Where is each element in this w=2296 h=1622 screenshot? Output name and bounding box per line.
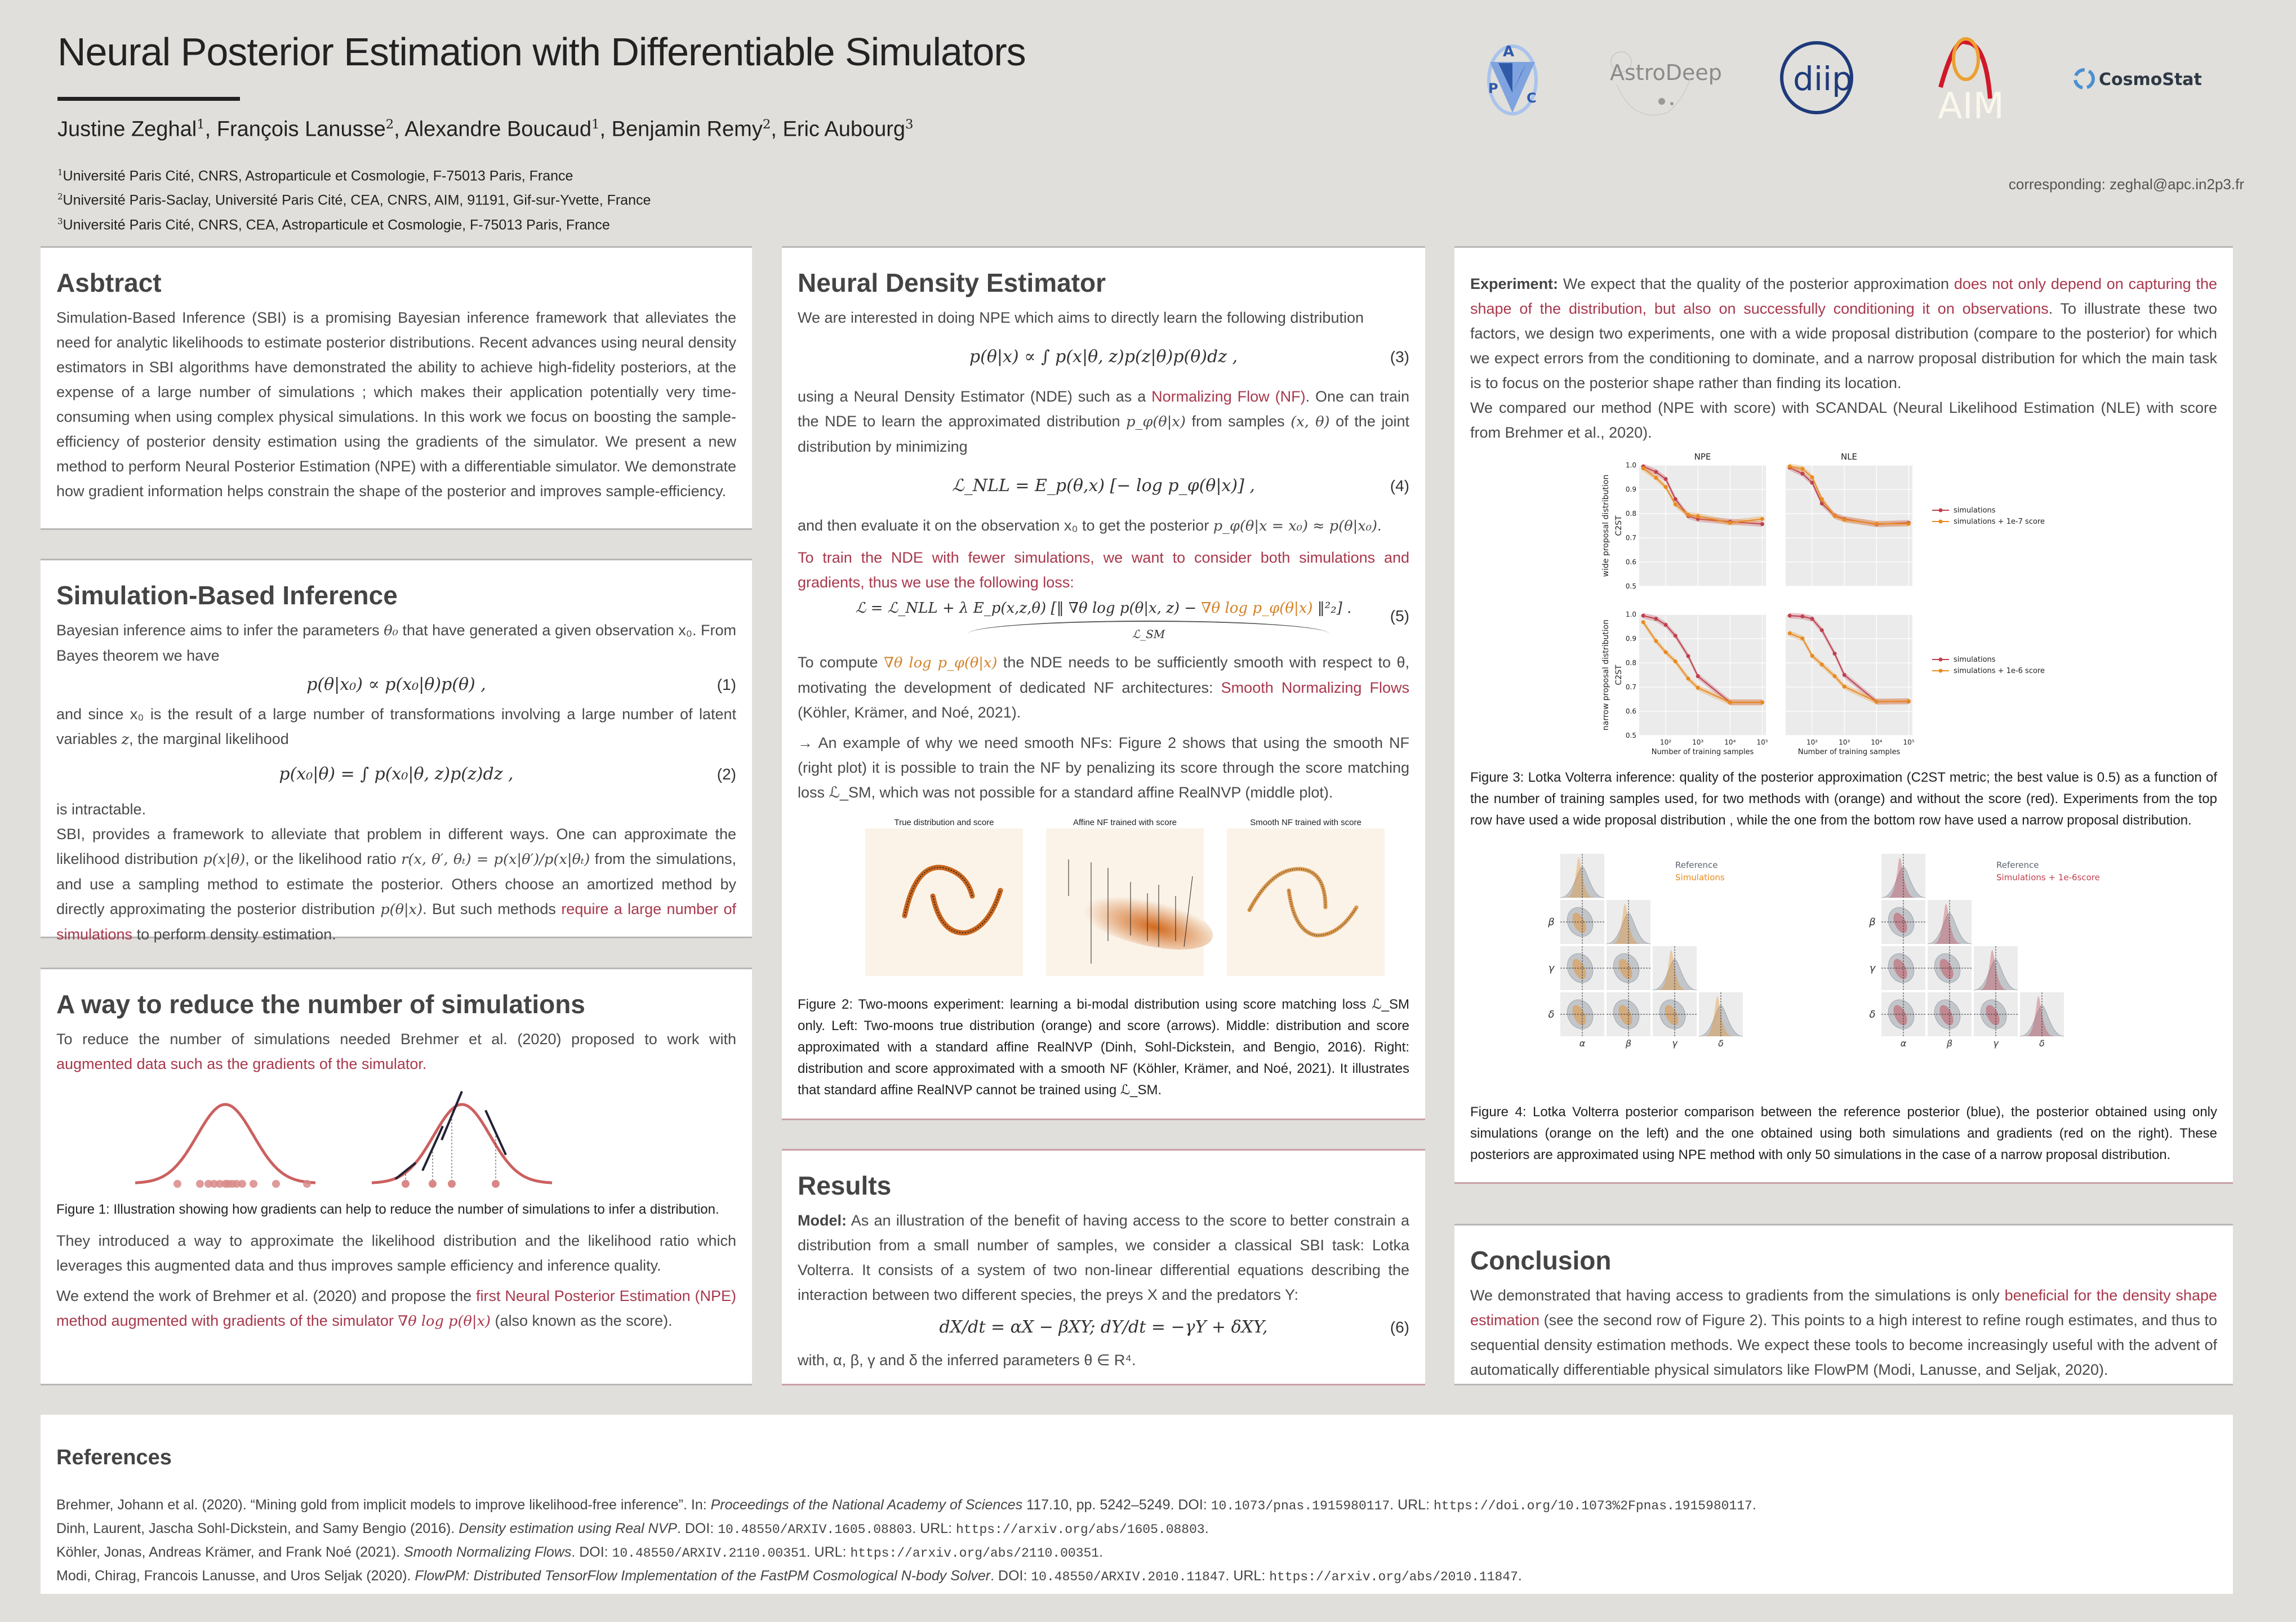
- reference-text: .: [1204, 1521, 1209, 1536]
- data-point: [1641, 466, 1645, 470]
- data-point: [1760, 522, 1764, 526]
- data-point: [1728, 701, 1732, 705]
- equation-5: ℒ = ℒ_NLL + λ E_p(x,z,θ) [‖ ∇θ log p(θ|x, z) − ∇θ log p_φ(θ|x) ‖²₂] . ℒ_SM (5): [798, 599, 1409, 643]
- data-point: [1654, 639, 1658, 643]
- data-point: [1810, 654, 1814, 658]
- data-point: [1800, 636, 1804, 640]
- y-tick-label: 0.6: [1625, 558, 1636, 566]
- parameter-label: α: [1900, 1038, 1907, 1049]
- corner-cell: [1560, 854, 1604, 898]
- svg-text:AIM: AIM: [1938, 86, 2004, 127]
- author-list: Justine Zeghal$^1$, François Lanusse$^2$, Alexandre Boucaud$^1$, Benjamin Remy$^2$, Eric Aubourg$^3$: [57, 117, 914, 141]
- sample-dot: [250, 1180, 257, 1188]
- sbi-latent-text: and since x₀ is the result of a large number of transformations involving a large number of latent variables z, the marginal likelihood: [56, 706, 736, 748]
- y-tick-label: 0.7: [1625, 534, 1636, 542]
- corner-cell: [1607, 946, 1650, 990]
- nde-intro: We are interested in doing NPE which aims to directly learn the following distribution: [798, 309, 1364, 326]
- legend-label: Simulations: [1675, 872, 1725, 883]
- corner-cell: [1607, 992, 1650, 1036]
- reference-doi: 10.48550/ARXIV.2110.00351: [612, 1546, 807, 1561]
- data-point: [1788, 465, 1792, 469]
- figure-2: [798, 817, 1409, 986]
- parameter-label: β: [1946, 1038, 1953, 1049]
- legend-marker: [1939, 669, 1943, 673]
- affiliation-line: [57, 186, 651, 211]
- svg-text:A: A: [1503, 43, 1515, 60]
- data-point: [1654, 617, 1658, 621]
- reference-text: .: [1518, 1568, 1522, 1584]
- corner-cell: [1699, 992, 1743, 1036]
- fig3-panel: [1786, 613, 1915, 756]
- legend-marker: [1939, 520, 1943, 524]
- nde-fewer-sims-text: To train the NDE with fewer simulations, we want to consider both simulations and gradients, thus we use the following loss:: [798, 549, 1409, 591]
- conclusion-heading: Conclusion: [1470, 1246, 1612, 1275]
- data-point: [1674, 502, 1677, 506]
- data-point: [1760, 701, 1764, 705]
- reference-doi: 10.48550/ARXIV.2010.11847: [1031, 1570, 1226, 1584]
- reference-text: . URL:: [1390, 1497, 1434, 1513]
- y-tick-label: 0.5: [1625, 582, 1636, 590]
- sbi-intractable: is intractable.: [56, 801, 146, 818]
- sample-dot: [272, 1180, 280, 1188]
- x-axis-label: Number of training samples: [1651, 748, 1754, 756]
- affiliations: [57, 162, 651, 235]
- plot-background: [1639, 614, 1766, 736]
- reference-text: . URL:: [912, 1521, 956, 1536]
- parameter-label: γ: [1672, 1038, 1677, 1049]
- author-name: Justine Zeghal: [57, 117, 197, 141]
- parameter-label: δ: [1548, 1009, 1555, 1021]
- apc-logo: [1481, 39, 1543, 118]
- data-point: [1696, 674, 1700, 678]
- author-name: Eric Aubourg: [782, 117, 906, 141]
- equation-4: ℒ_NLL = E_p(θ,x) [− log p_φ(θ|x)] , (4): [952, 476, 1409, 496]
- fig3-column-title: NLE: [1840, 452, 1858, 462]
- corner-cell: [1974, 946, 2018, 990]
- data-point: [1843, 685, 1846, 689]
- y-tick-label: 0.6: [1625, 707, 1636, 715]
- author-affiliation-mark: 1: [197, 117, 205, 132]
- reference-text: FlowPM: Distributed TensorFlow Implementation of the FastPM Cosmological N-body Solver: [415, 1568, 991, 1584]
- gradient-tangent: [395, 1163, 416, 1179]
- author-name: François Lanusse: [216, 117, 386, 141]
- equation-3: p(θ|x) ∝ ∫ p(x|θ, z)p(z|θ)p(θ)dz , (3): [969, 347, 1409, 367]
- equation-5-underbrace: ℒ_SM: [968, 621, 1329, 647]
- data-point: [1664, 485, 1668, 489]
- references-heading: References: [56, 1446, 172, 1469]
- reference-text: Modi, Chirag, Francois Lanusse, and Uros Seljak (2020).: [56, 1568, 415, 1584]
- parameter-label: δ: [2039, 1038, 2045, 1049]
- nde-compute-text: To compute ∇θ log p_φ(θ|x) the NDE needs to be sufficiently smooth with respect to θ, motivating the development of dedicated NF architectures: Smooth Normalizing Flows (Köhler, Krämer, and Noé, 2021).: [798, 654, 1409, 721]
- sample-dot: [402, 1180, 410, 1188]
- gaussian-curve-right: [372, 1104, 552, 1183]
- reference-text: . URL:: [806, 1544, 851, 1560]
- y-tick-label: 0.9: [1625, 485, 1636, 493]
- reference-text: . URL:: [1225, 1568, 1270, 1584]
- corner-cell: [1881, 992, 1925, 1036]
- reference-text: Dinh, Laurent, Jascha Sohl-Dickstein, and Samy Bengio (2016).: [56, 1521, 459, 1536]
- data-point: [1833, 674, 1837, 678]
- corner-cell: [1881, 946, 1925, 990]
- affiliation-number: 1: [57, 167, 63, 177]
- data-point: [1696, 514, 1700, 518]
- reference-text: 117.10, pp. 5242–5249. DOI:: [1022, 1497, 1211, 1513]
- fig3-y-axis-label: C2ST: [1614, 515, 1623, 536]
- results-panel: [782, 1149, 1425, 1385]
- parameter-label: γ: [1869, 962, 1876, 974]
- x-axis-label: Number of training samples: [1797, 748, 1901, 756]
- affiliation-line: [57, 211, 651, 235]
- affiliation-number: 2: [57, 191, 63, 202]
- reference-item: [56, 1565, 2217, 1588]
- legend-label: simulations: [1954, 656, 1996, 664]
- aim-logo: [1924, 37, 2008, 127]
- legend-label: Reference: [1675, 860, 1718, 870]
- reference-item: [56, 1494, 2217, 1517]
- data-point: [1788, 631, 1792, 635]
- corner-cell: [1560, 946, 1604, 990]
- reference-text: . DOI:: [990, 1568, 1031, 1584]
- fig3-row-title: narrow proposal distribution: [1601, 619, 1610, 731]
- corner-cell: [1974, 992, 2018, 1036]
- sbi-methods-text: SBI, provides a framework to alleviate that problem in different ways. One can approximate the likelihood distribution p(x|θ), or the likelihood ratio r(x, θ′, θₜ) = p(x|θ′)/p(x|θₜ) from the simulations, and use a sampling method to estimate the posterior. Others choose an amortized method by directly approximating the posterior distribution p(θ|x). But such methods require a large number of simulations to perform density estimation.: [56, 826, 737, 943]
- reference-text: Density estimation using Real NVP: [459, 1521, 677, 1536]
- corner-cell: [1881, 900, 1925, 944]
- references-panel: [41, 1415, 2233, 1594]
- fig3-column-title: NPE: [1694, 452, 1711, 462]
- reference-url-link[interactable]: https://arxiv.org/abs/2110.00351: [850, 1546, 1100, 1561]
- reference-item: [56, 1541, 2217, 1565]
- nde-panel: [782, 246, 1425, 1120]
- fig3-panel: [1626, 611, 1768, 756]
- data-point: [1641, 614, 1645, 618]
- fig2-title-smooth: Smooth NF trained with score: [1250, 818, 1361, 827]
- reference-text: .: [1099, 1544, 1103, 1560]
- data-point: [1664, 650, 1668, 654]
- data-point: [1843, 673, 1846, 677]
- data-point: [1843, 518, 1846, 522]
- sbi-panel: [41, 559, 752, 943]
- data-point: [1664, 623, 1668, 627]
- x-tick-label: 10⁵: [1756, 738, 1768, 746]
- x-tick-label: 10²: [1806, 738, 1818, 746]
- data-point: [1907, 522, 1911, 526]
- svg-text:C: C: [1527, 90, 1537, 106]
- figure-2-caption: Figure 2: Two-moons experiment: learning a bi-modal distribution using score matching loss ℒ_SM only. Left: Two-moons true distribution (orange) and score (arrows). Middle: distribution and score approximated with a standard affine RealNVP (Dinh, Sohl-Dickstein, and Bengio, 2016). Right: distribution and score approximated with a smooth NF (Köhler, Krämer, and Noé, 2021). It illustrates that standard affine RealNVP cannot be trained using ℒ_SM.: [798, 997, 1409, 1098]
- corner-cell: [1928, 900, 1972, 944]
- sbi-intro: Bayesian inference aims to infer the parameters θ₀ that have generated a given observation x₀. From Bayes theorem we have: [56, 622, 736, 664]
- parameter-label: δ: [1718, 1038, 1724, 1049]
- x-tick-label: 10³: [1692, 738, 1704, 746]
- reference-text: Smooth Normalizing Flows: [404, 1544, 572, 1560]
- svg-text:AstroDeep: AstroDeep: [1610, 60, 1722, 85]
- data-point: [1674, 634, 1677, 638]
- reference-text: . DOI:: [571, 1544, 612, 1560]
- y-tick-label: 0.7: [1625, 683, 1636, 691]
- nde-heading: Neural Density Estimator: [798, 268, 1106, 297]
- reference-url-link[interactable]: https://doi.org/10.1073%2Fpnas.1915980117: [1433, 1499, 1752, 1513]
- experiment-text: Experiment: We expect that the quality of the posterior approximation does not only depend on capturing the shape of the distribution, but also on successfully conditioning it on observations. To illustrate these two factors, we design two experiments, one with a wide proposal distribution (compare to the posterior) for which we expect errors from the conditioning to dominate, and a narrow proposal distribution for which the main task is to focus on the posterior shape rather than finding its location.: [1470, 275, 2218, 391]
- data-point: [1800, 614, 1804, 618]
- reference-text: . DOI:: [677, 1521, 718, 1536]
- fig3-panel: [1626, 461, 1766, 590]
- legend-label: Reference: [1996, 860, 2039, 870]
- reference-text: Proceedings of the National Academy of Sciences: [710, 1497, 1023, 1513]
- results-heading: Results: [798, 1171, 892, 1200]
- legend-label: simulations: [1954, 506, 1996, 515]
- x-tick-label: 10⁵: [1903, 738, 1915, 746]
- fig2-panel-affine: [1046, 817, 1204, 983]
- figure-4-caption: Figure 4: Lotka Volterra posterior comparison between the reference posterior (blue), the posterior obtained using only simulations (orange on the left) and the one obtained using both simulations and gradients (red on the right). These posteriors are approximated using NPE method with only 50 simulations in the case of a narrow proposal distribution.: [1470, 1104, 2217, 1162]
- affiliation-number: 3: [57, 216, 63, 226]
- svg-text:CosmoStat: CosmoStat: [2099, 70, 2202, 90]
- parameter-label: γ: [1548, 962, 1555, 974]
- corner-cell: [1653, 946, 1697, 990]
- author-affiliation-mark: 2: [385, 117, 394, 132]
- fig2-plot-smooth: [1227, 828, 1385, 976]
- conclusion-panel: [1454, 1224, 2233, 1385]
- results-model-text: Model: As an illustration of the benefit of having access to the score to better constrain a distribution from a small number of samples, we consider a classical SBI task: Lotka Volterra. It consists of a system of two non-linear differential equations describing the interaction between two different species, the preys X and the predators Y:: [798, 1212, 1409, 1303]
- figure-3-caption: Figure 3: Lotka Volterra inference: quality of the posterior approximation (C2ST metric; the best value is 0.5) as a function of the number of training samples used, for two methods with (orange) and without the score (red). Experiments from the top row have used a wide proposal distribution , while the one from the bottom row have used a narrow proposal distribution.: [1470, 770, 2217, 828]
- reference-url-link[interactable]: https://arxiv.org/abs/2010.11847: [1269, 1570, 1518, 1584]
- corner-cell: [1881, 854, 1925, 898]
- corner-cell: [1928, 992, 1972, 1036]
- figure-1-illustration: [56, 1082, 735, 1195]
- reduce-intro: To reduce the number of simulations needed Brehmer et al. (2020) proposed to work with augmented data such as the gradients of the simulator.: [56, 1031, 736, 1072]
- data-point: [1875, 522, 1879, 526]
- data-point: [1641, 620, 1645, 624]
- reduce-extend-text: We extend the work of Brehmer et al. (2020) and propose the first Neural Posterior Estimation (NPE) method augmented with gradients of the simulator ∇θ log p(θ|x) (also known as the score).: [56, 1287, 737, 1330]
- equation-2: p(x₀|θ) = ∫ p(x₀|θ, z)p(z)dz , (2): [279, 764, 736, 784]
- corner-cell: [2020, 992, 2064, 1036]
- x-tick-label: 10⁴: [1724, 738, 1736, 746]
- corresponding-email[interactable]: corresponding: zeghal@apc.in2p3.fr: [2008, 176, 2244, 193]
- figure-1-caption: Figure 1: Illustration showing how gradients can help to reduce the number of simulations to infer a distribution.: [56, 1202, 719, 1217]
- data-point: [1820, 628, 1824, 632]
- y-tick-label: 0.9: [1625, 635, 1636, 643]
- legend-marker: [1939, 509, 1943, 513]
- fig2-panel-smooth: [1227, 817, 1385, 983]
- corner-cell: [1560, 900, 1604, 944]
- data-point: [1687, 676, 1690, 680]
- data-point: [1674, 660, 1677, 663]
- sample-dot: [173, 1180, 181, 1188]
- astrodeep-logo: [1605, 45, 1722, 118]
- affiliation-text: Université Paris Cité, CNRS, Astroparticule et Cosmologie, F-75013 Paris, France: [63, 168, 573, 184]
- figure-3-chart: [1470, 448, 2219, 764]
- figure-4-corner-plots: [1470, 848, 2219, 1090]
- conclusion-text: We demonstrated that having access to gradients from the simulations is only beneficial for the density shape estimation (see the second row of Figure 2). This points to a high interest to refine rough estimates, and thus to sequential density estimation methods. We expect these tools to become increasingly useful with the advent of automatically differentiable physical simulators like FlowPM (Modi, Lanusse, and Seljak, 2020).: [1470, 1287, 2217, 1378]
- data-point: [1728, 521, 1732, 525]
- fig3-y-axis-label: C2ST: [1614, 665, 1623, 685]
- fig3-panel: [1786, 464, 1912, 586]
- affiliation-line: [57, 162, 651, 186]
- fig2-plot-true: [865, 828, 1023, 976]
- cosmostat-logo: [2073, 68, 2219, 90]
- sbi-heading: Simulation-Based Inference: [56, 581, 398, 610]
- affiliation-text: Université Paris-Saclay, Université Paris Cité, CEA, CNRS, AIM, 91191, Gif-sur-Yvette, France: [63, 192, 651, 208]
- corner-cell: [1560, 992, 1604, 1036]
- sample-dot: [429, 1180, 437, 1188]
- data-point: [1654, 476, 1658, 480]
- data-point: [1800, 467, 1804, 471]
- author-name: Alexandre Boucaud: [404, 117, 591, 141]
- fig2-panel-true: [865, 817, 1023, 983]
- reference-list: [56, 1494, 2217, 1588]
- abstract-panel: [41, 246, 752, 530]
- nde-nf-text: using a Neural Density Estimator (NDE) such as a Normalizing Flow (NF). One can train the NDE to learn the approximated distribution p_φ(θ|x) from samples (x, θ) of the joint distribution by minimizing: [798, 388, 1409, 455]
- diip-logo: [1777, 38, 1856, 117]
- author-affiliation-mark: 1: [591, 117, 600, 132]
- reference-text: Brehmer, Johann et al. (2020). “Mining gold from implicit models to improve likelihood-free inference”. In:: [56, 1497, 711, 1513]
- author-affiliation-mark: 2: [762, 117, 771, 132]
- reduce-panel: [41, 968, 752, 1385]
- author-name: Benjamin Remy: [611, 117, 763, 141]
- corner-cell: [1653, 992, 1697, 1036]
- experiment-panel: [1454, 246, 2233, 1184]
- reduce-heading: A way to reduce the number of simulations: [56, 990, 585, 1019]
- reference-text: .: [1752, 1497, 1756, 1513]
- sample-dot: [238, 1180, 246, 1188]
- logo-bar: [1465, 34, 2253, 127]
- reference-item: [56, 1517, 2217, 1541]
- sample-dot: [448, 1180, 456, 1188]
- abstract-heading: Asbtract: [56, 268, 162, 297]
- reference-text: Köhler, Jonas, Andreas Krämer, and Frank Noé (2021).: [56, 1544, 404, 1560]
- fig2-title-true: True distribution and score: [894, 818, 994, 827]
- data-point: [1696, 686, 1700, 690]
- x-tick-label: 10⁴: [1871, 738, 1883, 746]
- data-point: [1788, 614, 1792, 618]
- legend-marker: [1939, 658, 1943, 662]
- corner-cell: [1928, 946, 1972, 990]
- gaussian-curve-left: [135, 1104, 315, 1183]
- data-point: [1810, 475, 1814, 479]
- legend-label: simulations + 1e-6 score: [1954, 667, 2045, 675]
- y-tick-label: 1.0: [1625, 611, 1636, 618]
- data-point: [1820, 497, 1824, 501]
- data-point: [1760, 517, 1764, 521]
- sample-dot: [196, 1180, 204, 1188]
- sample-dot: [303, 1180, 311, 1188]
- data-point: [1833, 652, 1837, 656]
- reference-doi: 10.48550/ARXIV.1605.08803: [718, 1522, 913, 1537]
- y-tick-label: 1.0: [1625, 461, 1636, 469]
- equation-1: p(θ|x₀) ∝ p(x₀|θ)p(θ) , (1): [306, 675, 736, 694]
- y-tick-label: 0.5: [1625, 732, 1636, 739]
- sample-dot: [492, 1180, 500, 1188]
- data-point: [1833, 514, 1837, 518]
- y-tick-label: 0.8: [1625, 510, 1636, 518]
- svg-text:P: P: [1488, 81, 1498, 96]
- x-tick-label: 10²: [1660, 738, 1672, 746]
- reference-doi: 10.1073/pnas.1915980117: [1211, 1499, 1390, 1513]
- parameter-label: β: [1869, 916, 1876, 928]
- equation-6: dX/dt = αX − βXY; dY/dt = −γY + δXY, (6): [939, 1317, 1409, 1337]
- legend-label: Simulations + 1e-6score: [1996, 872, 2100, 883]
- affiliation-text: Université Paris Cité, CNRS, CEA, Astroparticule et Cosmologie, F-75013 Paris, France: [63, 216, 610, 233]
- data-point: [1820, 663, 1824, 667]
- data-point: [1687, 513, 1690, 517]
- data-point: [1664, 477, 1668, 481]
- abstract-text: Simulation-Based Inference (SBI) is a promising Bayesian inference framework that alleviates the need for analytic likelihoods to estimate posterior distributions. Recent advances using neural density estimators in SBI algorithms have demonstrated the ability to achieve high-fidelity posteriors, at the expense of a large number of simulations ; which makes their application potentially very time-consuming when using complex physical simulations. In this work we focus on boosting the sample-efficiency of posterior density estimation using the gradients of the simulator. We present a new method to perform Neural Posterior Estimation (NPE) with a differentiable simulator. We demonstrate how gradient information helps constrain the shape of the posterior and improves sample-efficiency.: [56, 309, 736, 500]
- fig3-row-title: wide proposal distribution: [1601, 474, 1610, 577]
- parameter-label: δ: [1869, 1009, 1876, 1021]
- parameter-label: β: [1548, 916, 1555, 928]
- parameter-label: γ: [1993, 1038, 1999, 1049]
- parameter-label: β: [1625, 1038, 1632, 1049]
- legend-label: simulations + 1e-7 score: [1954, 518, 2045, 526]
- data-point: [1654, 470, 1658, 474]
- poster-title: Neural Posterior Estimation with Differentiable Simulators: [57, 30, 1026, 74]
- data-point: [1875, 699, 1879, 703]
- nde-evaluate-text: and then evaluate it on the observation x₀ to get the posterior p_φ(θ|x = x₀) ≈ p(θ|x₀).: [798, 517, 1382, 534]
- title-rule: [57, 97, 240, 101]
- author-affiliation-mark: 3: [905, 117, 914, 132]
- fig2-title-affine: Affine NF trained with score: [1073, 818, 1177, 827]
- corner-cell: [1607, 900, 1650, 944]
- reference-url-link[interactable]: https://arxiv.org/abs/1605.08803: [956, 1522, 1205, 1537]
- fig2-plot-affine: [1046, 828, 1204, 976]
- x-tick-label: 10³: [1839, 738, 1850, 746]
- y-tick-label: 0.8: [1625, 659, 1636, 667]
- results-params-text: with, α, β, γ and δ the inferred parameters θ ∈ R⁴.: [798, 1352, 1136, 1369]
- svg-text:diip: diip: [1793, 60, 1853, 98]
- parameter-label: α: [1579, 1038, 1586, 1049]
- data-point: [1810, 617, 1814, 621]
- experiment-compare-text: We compared our method (NPE with score) with SCANDAL (Neural Likelihood Estimation (NLE) with score from Brehmer et al., 2020).: [1470, 399, 2217, 441]
- nde-example-text: → An example of why we need smooth NFs: Figure 2 shows that using the smooth NF (right plot) it is possible to train the NF by penalizing its score through the score matching loss ℒ_SM, which was not possible for a standard affine RealNVP (middle plot).: [798, 734, 1409, 801]
- reduce-leverage-text: They introduced a way to approximate the likelihood distribution and the likelihood ratio which leverages this augmented data and thus improves sample efficiency and inference quality.: [56, 1232, 736, 1274]
- data-point: [1907, 699, 1911, 703]
- plot-background: [1786, 614, 1912, 736]
- data-point: [1687, 654, 1690, 658]
